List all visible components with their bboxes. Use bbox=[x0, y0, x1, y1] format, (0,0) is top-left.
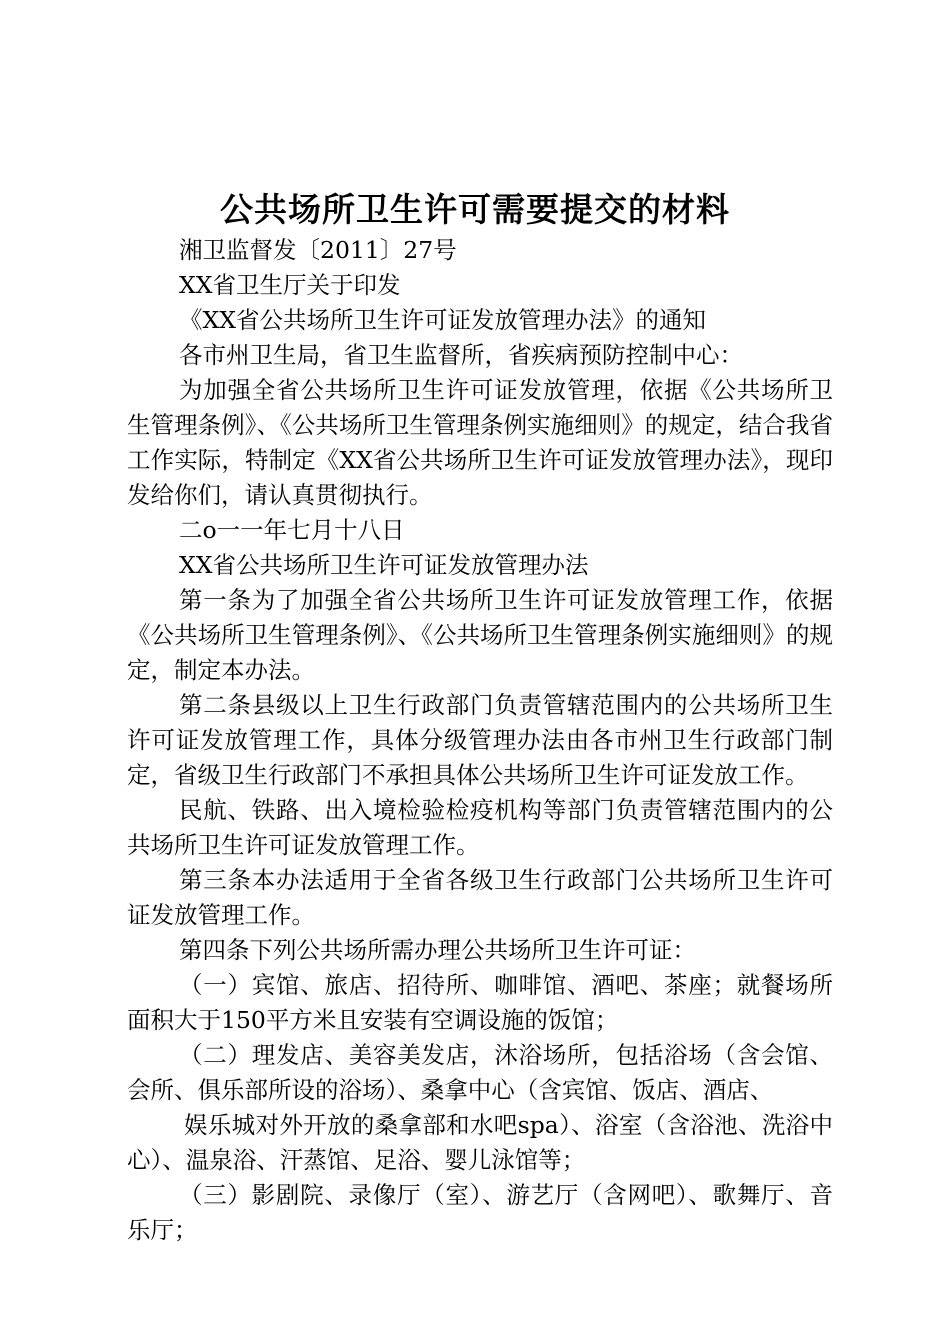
document-title: 公共场所卫生许可需要提交的材料 bbox=[220, 190, 730, 229]
notice-heading-line-1: XX省卫生厅关于印发 bbox=[179, 271, 401, 299]
notice-date: 二o一一年七月十八日 bbox=[179, 516, 405, 544]
notice-paragraph: 为加强全省公共场所卫生许可证发放管理，依据《公共场所卫生管理条例》、《公共场所卫生管理条例实施细则》的规定，结合我省工作实际，特制定《XX省公共场所卫生许可证发放管理办法》，现印发给你们，请认真贯彻执行。 bbox=[127, 376, 833, 509]
notice-heading-line-2: 《XX省公共场所卫生许可证发放管理办法》的通知 bbox=[179, 306, 706, 334]
article-1: 第一条为了加强全省公共场所卫生许可证发放管理工作，依据《公共场所卫生管理条例》、《公共场所卫生管理条例实施细则》的规定，制定本办法。 bbox=[127, 586, 833, 684]
article-4: 第四条下列公共场所需办理公共场所卫生许可证： bbox=[179, 936, 696, 964]
article-3: 第三条本办法适用于全省各级卫生行政部门公共场所卫生许可证发放管理工作。 bbox=[127, 866, 833, 929]
recipients: 各市州卫生局，省卫生监督所，省疾病预防控制中心： bbox=[179, 341, 743, 369]
article-4-item-2: （二）理发店、美容美发店，沐浴场所，包括浴场（含会馆、会所、俱乐部所设的浴场）、桑拿中心（含宾馆、饭店、酒店、 bbox=[127, 1041, 833, 1104]
article-2: 第二条县级以上卫生行政部门负责管辖范围内的公共场所卫生许可证发放管理工作，具体分级管理办法由各市州卫生行政部门制定，省级卫生行政部门不承担具体公共场所卫生许可证发放工作。 bbox=[127, 691, 833, 789]
article-4-item-1: （一）宾馆、旅店、招待所、咖啡馆、酒吧、茶座；就餐场所面积大于150平方米且安装有空调设施的饭馆； bbox=[127, 971, 833, 1034]
article-2-supplement: 民航、铁路、出入境检验检疫机构等部门负责管辖范围内的公共场所卫生许可证发放管理工作。 bbox=[127, 796, 833, 859]
article-4-item-3: （三）影剧院、录像厅（室）、游艺厅（含网吧）、歌舞厅、音乐厅； bbox=[127, 1181, 833, 1244]
article-4-item-2-continued: 娱乐城对外开放的桑拿部和水吧spa）、浴室（含浴池、洗浴中心）、温泉浴、汗蒸馆、足浴、婴儿泳馆等； bbox=[127, 1111, 833, 1174]
document-body bbox=[127, 233, 833, 1248]
regulation-title: XX省公共场所卫生许可证发放管理办法 bbox=[179, 551, 589, 579]
document-number: 湘卫监督发〔2011〕27号 bbox=[179, 236, 457, 264]
